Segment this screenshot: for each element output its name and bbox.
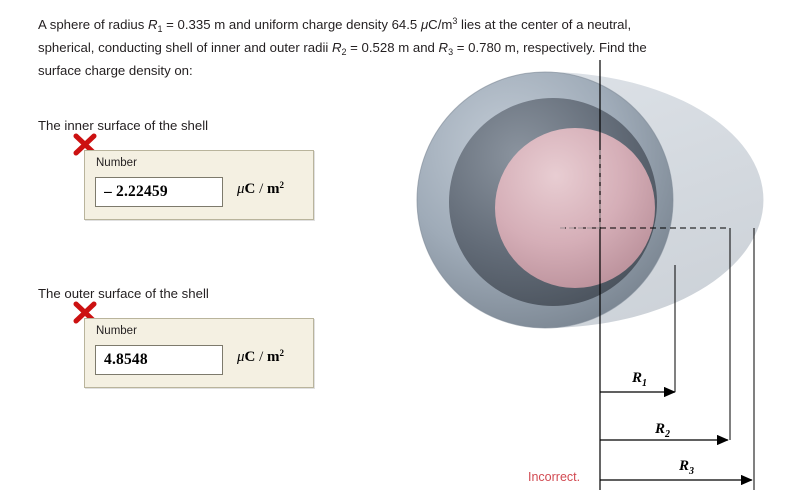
figure-label-r1: $R_1$ [632,370,648,389]
statement-line-2: spherical, conducting shell of inner and outer radii $R_2 = 0.528$ m and $R_3 = 0.780$ m, respectively. Find the [38,40,647,57]
outer-number-label: Number [96,325,137,337]
inner-surface-prompt: The inner surface of the shell [38,118,209,133]
feedback-incorrect: Incorrect. [528,470,581,484]
figure-label-r2: $R_2$ [655,421,671,440]
statement-line-1: A sphere of radius $R_1 = 0.335$ m and uniform charge density 64.5 $\mu C/m^3$ lies at the center of a neutral, [38,16,632,34]
outer-unit-label: μC / $m^2$ [237,348,285,365]
inner-unit-label: μC / $m^2$ [237,180,285,197]
inner-answer-box [84,150,314,220]
figure-label-r3: $R_3$ [679,458,695,477]
statement-line-3: surface charge density on: [38,63,193,78]
sphere-shell-figure [410,60,780,490]
outer-number-input[interactable] [95,345,223,375]
inner-number-label: Number [96,157,137,169]
inner-number-input[interactable] [95,177,223,207]
outer-surface-prompt: The outer surface of the shell [38,286,209,301]
outer-answer-box [84,318,314,388]
